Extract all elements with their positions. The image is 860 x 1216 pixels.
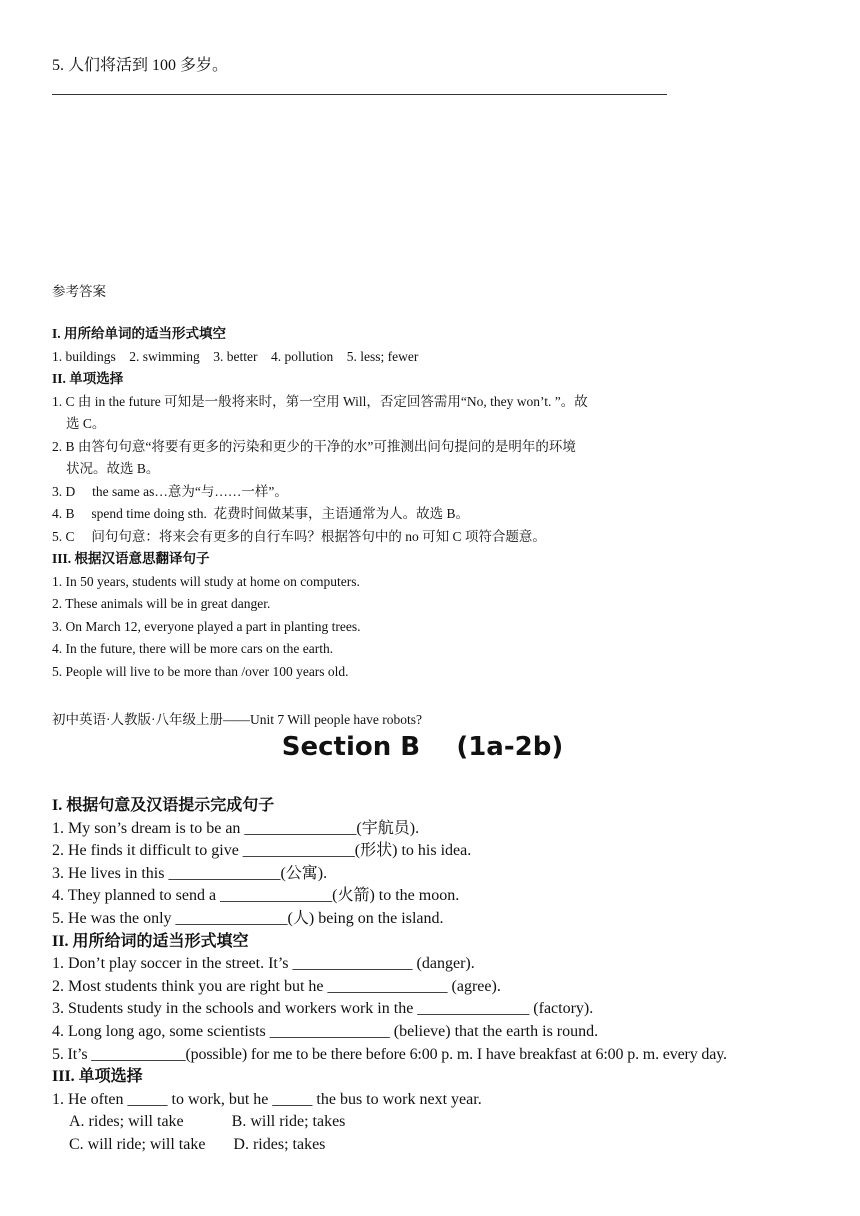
- exercise-section: [52, 795, 842, 1157]
- exercise-part2-item: 4. Long long ago, some scientists _______________ (believe) that the earth is round.: [52, 1022, 599, 1040]
- answer-part1-line: 1. buildings 2. swimming 3. better 4. pollution 5. less; fewer: [52, 348, 419, 364]
- exercise-part2-item: 1. Don’t play soccer in the street. It’s _______________ (danger).: [52, 955, 475, 973]
- section-title: Section B (1a-2b): [281, 732, 564, 762]
- exercise-part1-item: 1. My son’s dream is to be an ______________(宇航员).: [52, 819, 420, 837]
- answer-part2-line: 4. B spend time doing sth. 花费时间做某事，主语通常为人。故选 B。: [52, 506, 470, 521]
- answer-part2-line: 5. C 问句句意：将来会有更多的自行车吗？根据答句中的 no 可知 C 项符合题意。: [52, 528, 546, 544]
- exercise-part3-heading: III. 单项选择: [52, 1068, 143, 1086]
- answer-key: [52, 323, 672, 683]
- translation-item-5: 5. 人们将活到 100 多岁。: [52, 57, 229, 74]
- answer-part3-line: 3. On March 12, everyone played a part in planting trees.: [52, 618, 361, 634]
- answer-blank-line: [52, 94, 667, 95]
- exercise-part1-item: 3. He lives in this ______________(公寓).: [52, 864, 328, 882]
- exercise-part1-item: 4. They planned to send a ______________(火箭) to the moon.: [52, 887, 460, 905]
- answer-key-heading: 参考答案: [52, 284, 106, 299]
- answer-part2-heading: II. 单项选择: [52, 371, 124, 386]
- exercise-part3-options: C. will ride; will take D. rides; takes: [69, 1135, 326, 1153]
- course-line: 初中英语·人教版·八年级上册——Unit 7 Will people have robots?: [52, 712, 423, 727]
- answer-part3-line: 4. In the future, there will be more cars on the earth.: [52, 641, 334, 656]
- exercise-part2-item: 5. It’s ____________(possible) for me to be there before 6:00 p. m. I have breakfast at 6:00 p. m. every day.: [52, 1045, 727, 1063]
- answer-part2-line: 状况。故选 B。: [66, 461, 160, 476]
- answer-part2-line: 1. C 由 in the future 可知是一般将来时，第一空用 Will，否定回答需用“No, they won’t. ”。故: [52, 393, 588, 409]
- answer-part1-heading: I. 用所给单词的适当形式填空: [52, 326, 227, 341]
- answer-part2-line: 2. B 由答句句意“将要有更多的污染和更少的干净的水”可推测出问句提问的是明年的环境: [52, 438, 576, 454]
- answer-part2-line: 3. D the same as…意为“与……一样”。: [52, 483, 288, 499]
- exercise-part1-heading: I. 根据句意及汉语提示完成句子: [52, 797, 275, 814]
- answer-part3-line: 2. These animals will be in great danger.: [52, 596, 271, 611]
- answer-part2-line: 选 C。: [66, 416, 106, 431]
- exercise-part2-item: 2. Most students think you are right but he _______________ (agree).: [52, 977, 501, 995]
- exercise-part1-item: 5. He was the only ______________(人) being on the island.: [52, 909, 444, 927]
- exercise-part2-item: 3. Students study in the schools and workers work in the ______________ (factory).: [52, 1000, 594, 1018]
- exercise-part3-question: 1. He often _____ to work, but he _____ the bus to work next year.: [52, 1090, 482, 1108]
- answer-part3-heading: III. 根据汉语意思翻译句子: [52, 551, 210, 566]
- exercise-part2-heading: II. 用所给词的适当形式填空: [52, 932, 249, 950]
- answer-part3-line: 5. People will live to be more than /over 100 years old.: [52, 663, 349, 679]
- answer-part3-line: 1. In 50 years, students will study at home on computers.: [52, 573, 360, 589]
- exercise-part1-item: 2. He finds it difficult to give ______________(形状) to his idea.: [52, 842, 472, 860]
- exercise-part3-options: A. rides; will take B. will ride; takes: [69, 1113, 346, 1131]
